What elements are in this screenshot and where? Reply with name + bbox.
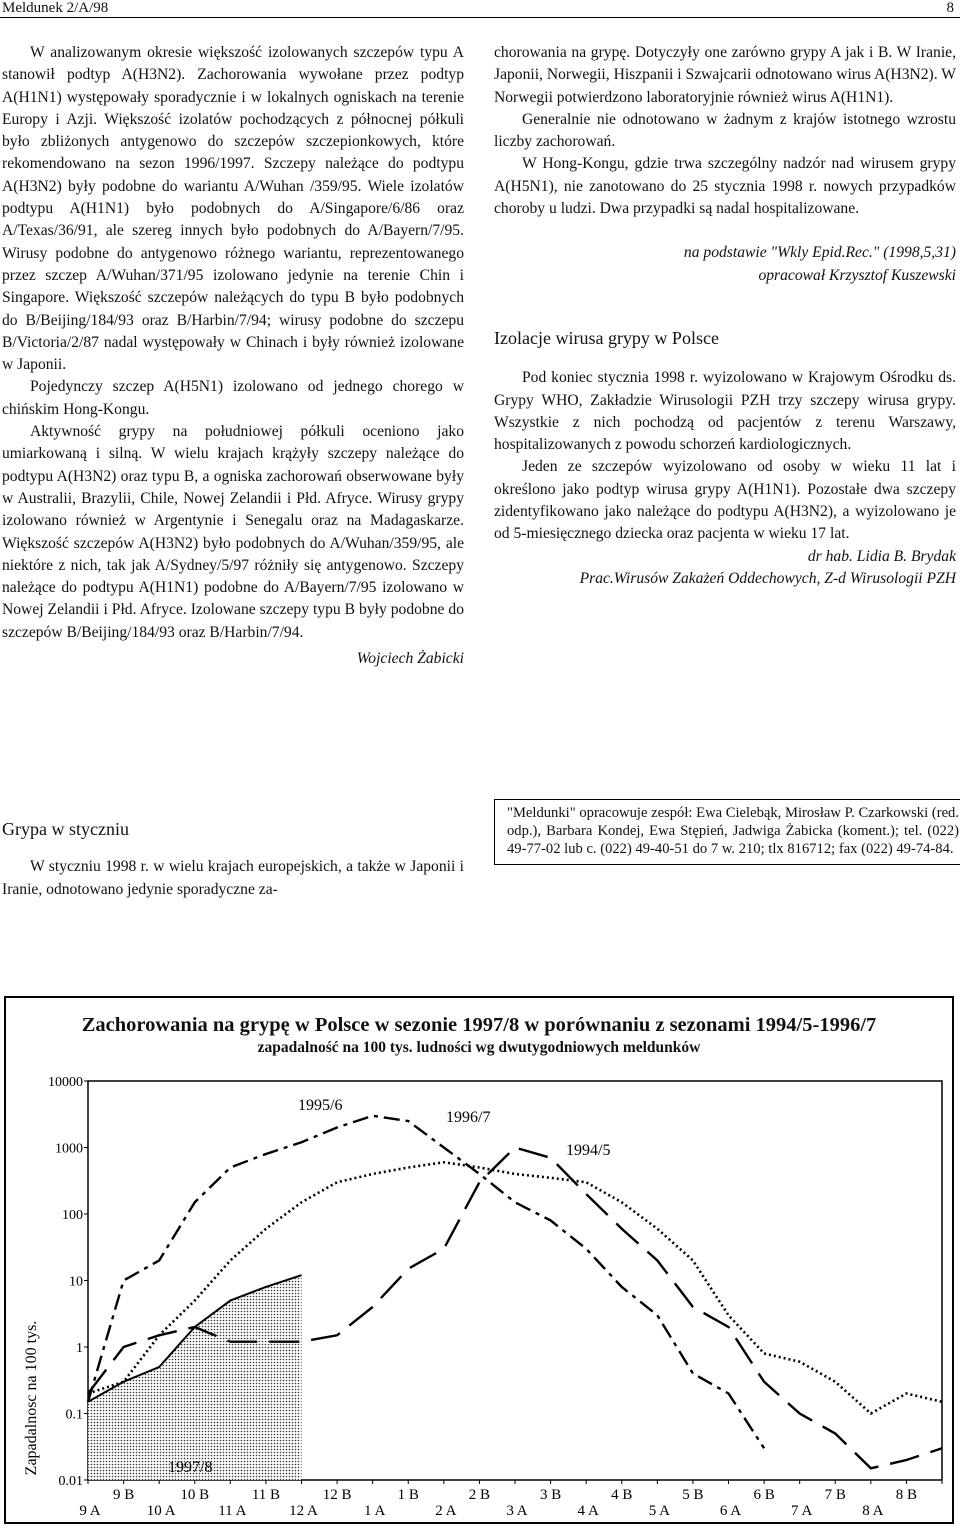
y-tick-label: 10000 [48,1075,83,1090]
x-tick-label-top: 2 B [468,1487,491,1503]
paragraph: chorowania na grypę. Dotyczyły one zarówno grypy A jak i B. W Iranie, Japonii, Norwegii, Hiszpanii i Szwajcarii odnotowano wirus A(H3N2). W Norwegii potwierdzono laboratoryjnie również wirus A(H1N1). [494,44,956,106]
y-tick-label: 0.1 [65,1407,83,1423]
x-tick-label-bottom: 4 A [577,1503,599,1519]
x-tick-label-top: 11 B [251,1487,281,1503]
author-signature: Wojciech Żabicki [356,650,464,668]
x-tick-label-top: 1 B [397,1487,419,1503]
y-tick-label: 0.01 [58,1474,83,1489]
x-tick-label-top: 8 B [895,1487,918,1503]
x-tick-label-bottom: 7 A [791,1503,813,1519]
left-column-bottom [2,818,464,901]
right-column [494,42,956,590]
figure-frame [4,996,954,1524]
chart-subtitle: zapadalność na 100 tys. ludności wg dwutygodniowych meldunków [257,1039,701,1056]
editorial-credits: "Meldunki" opracowuje zespół: Ewa Cielebąk, Mirosław P. Czarkowski (red. odp.), Barbara Kondej, Ewa Stępień, Jadwiga Żabicka (koment.); tel. (022) 49-77-02 lub c. (022) 49-40-51 do 7 w. 210; tlx 816712; fax (022) 49-74-84. [494,799,960,865]
x-tick-label-top: 7 B [824,1487,846,1503]
x-tick-label-top: 6 B [753,1487,775,1503]
series-label: 1995/6 [298,1097,343,1114]
page-number: 8 [946,0,954,16]
x-tick-label-top: 3 B [539,1487,562,1503]
author-affiliation: Prac.Wirusów Zakażeń Oddechowych, Z-d Wirusologii PZH [579,569,956,587]
chart-title: Zachorowania na grypę w Polsce w sezonie 1997/8 w porównaniu z sezonami 1994/5-1996/7 [81,1014,877,1036]
y-tick-label: 100 [62,1208,83,1223]
paragraph: Pojedynczy szczep A(H5N1) izolowano od jednego chorego w chińskim Hong-Kongu. [2,378,464,418]
series-label: 1996/7 [446,1109,491,1126]
line-chart [6,998,952,1522]
series-label: 1997/8 [168,1459,213,1476]
x-tick-label-top: 9 B [112,1487,135,1503]
x-tick-label-bottom: 6 A [719,1503,742,1519]
series-area-1997-8 [88,1275,302,1480]
y-tick-label: 10 [69,1274,83,1290]
journal-issue: Meldunek 2/A/98 [2,0,109,16]
series-label: 1994/5 [566,1142,611,1159]
x-tick-label-bottom: 8 A [862,1503,884,1519]
x-tick-label-bottom: 3 A [506,1503,528,1519]
x-tick-label-top: 5 B [682,1487,704,1503]
paragraph: W analizowanym okresie większość izolowanych szczepów typu A stanowił podtyp A(H3N2). Zachorowania wywołane przez podtyp A(H1N1) występowały sporadycznie i w lokalnych ogniskach na terenie Europy i Azji. Większość izolatów pochodzących z północnej półkuli było zbliżonych antygenowo do szczepów szczepionkowych, które rekomendowano na sezon 1996/1997. Szczepy należące do podtypu A(H3N2) były podobne do wariantu A/Wuhan /359/95. Wiele izolatów podtypu A(H1N1) było podobnych do A/Singapore/6/86 oraz A/Texas/36/91, ale szereg innych było podobnych do A/Bayern/7/95. Wirusy podobne do antygenowo różnego wariantu, reprezentowanego przez szczep A/Wuhan/371/95 izolowano jedynie na terenie Chin i Singapore. Większość szczepów należących do typu B było podobnych do B/Beijing/184/93 oraz B/Harbin/7/94; wirusy podobne do szczepu B/Victoria/2/87 nadal występowały w Chinach i były również izolowane w Japonii. [2,44,464,374]
x-tick-label-bottom: 2 A [435,1503,457,1519]
paragraph: Jeden ze szczepów wyizolowano od osoby w wieku 11 lat i określono jako podtyp wirusa grypy A(H1N1). Pozostałe dwa szczepy zidentyfikowano jako należące do podtypu A(H3N2), a wyizolowano je od 5-miesięcznego dziecka oraz pacjenta w wieku 17 lat. [494,458,956,543]
y-axis-label: Zapadalnosc na 100 tys. [23,1320,40,1476]
section-title: Izolacje wirusa grypy w Polsce [494,327,719,348]
x-tick-label-bottom: 1 A [364,1503,386,1519]
x-tick-label-bottom: 10 A [146,1503,176,1519]
x-tick-label-top: 12 B [322,1487,352,1503]
x-tick-label-top: 10 B [180,1487,210,1503]
x-tick-label-bottom: 5 A [648,1503,670,1519]
paragraph: Aktywność grypy na południowej półkuli oceniono jako umiarkowaną i silną. W wielu krajach krążyły szczepy należące do podtypu A(H3N2) oraz typu B, a ogniska zachorowań obserwowane były w Australii, Brazylii, Chile, Nowej Zelandii i Płd. Afryce. Wirusy grypy izolowano również w Argentynie i Senegalu oraz na Madagaskarze. Większość szczepów A(H3N2) było podobnych do A/Wuhan/359/95, ale niektóre z nich, tak jak A/Sydney/5/97 różniły się antygenowo. Szczepy należące do podtypu A(H1N1) podobne do A/Bayern/7/95 izolowano w Nowej Zelandii i Płd. Afryce. Izolowane szczepy typu B były podobne do szczepów B/Beijing/184/93 oraz B/Harbin/7/94. [2,423,464,641]
paragraph: W Hong-Kongu, gdzie trwa szczególny nadzór nad wirusem grypy A(H5N1), nie zanotowano do 25 stycznia 1998 r. nowych przypadków choroby u ludzi. Dwa przypadki są nadal hospitalizowane. [494,155,956,218]
x-tick-label-bottom: 11 A [218,1503,247,1519]
editor-signature: opracował Krzysztof Kuszewski [758,266,956,284]
paragraph: Pod koniec stycznia 1998 r. wyizolowano w Krajowym Ośrodku ds. Grypy WHO, Zakładzie Wirusologii PZH trzy szczepy wirusa grypy. Wszystkie z nich pochodzą od pacjentów z terenu Warszawy, hospitalizowanych z powodu schorzeń kardiologicznych. [494,369,956,454]
page-header [0,0,960,18]
paragraph: Generalnie nie odnotowano w żadnym z krajów istotnego wzrostu liczby zachorowań. [494,110,956,151]
x-tick-label-bottom: 12 A [289,1503,318,1519]
y-tick-label: 1000 [55,1141,83,1157]
x-tick-label-top: 4 B [611,1487,633,1503]
paragraph: W styczniu 1998 r. w wielu krajach europejskich, a także w Japonii i Iranie, odnotowano jedynie sporadyczne za- [2,858,464,898]
y-tick-label: 1 [76,1341,83,1356]
author-signature: dr hab. Lidia B. Brydak [807,547,956,565]
section-title: Grypa w styczniu [2,819,129,839]
left-column [2,42,464,670]
source-citation: na podstawie "Wkly Epid.Rec." (1998,5,31) [683,244,956,262]
x-tick-label-bottom: 9 A [79,1503,101,1519]
